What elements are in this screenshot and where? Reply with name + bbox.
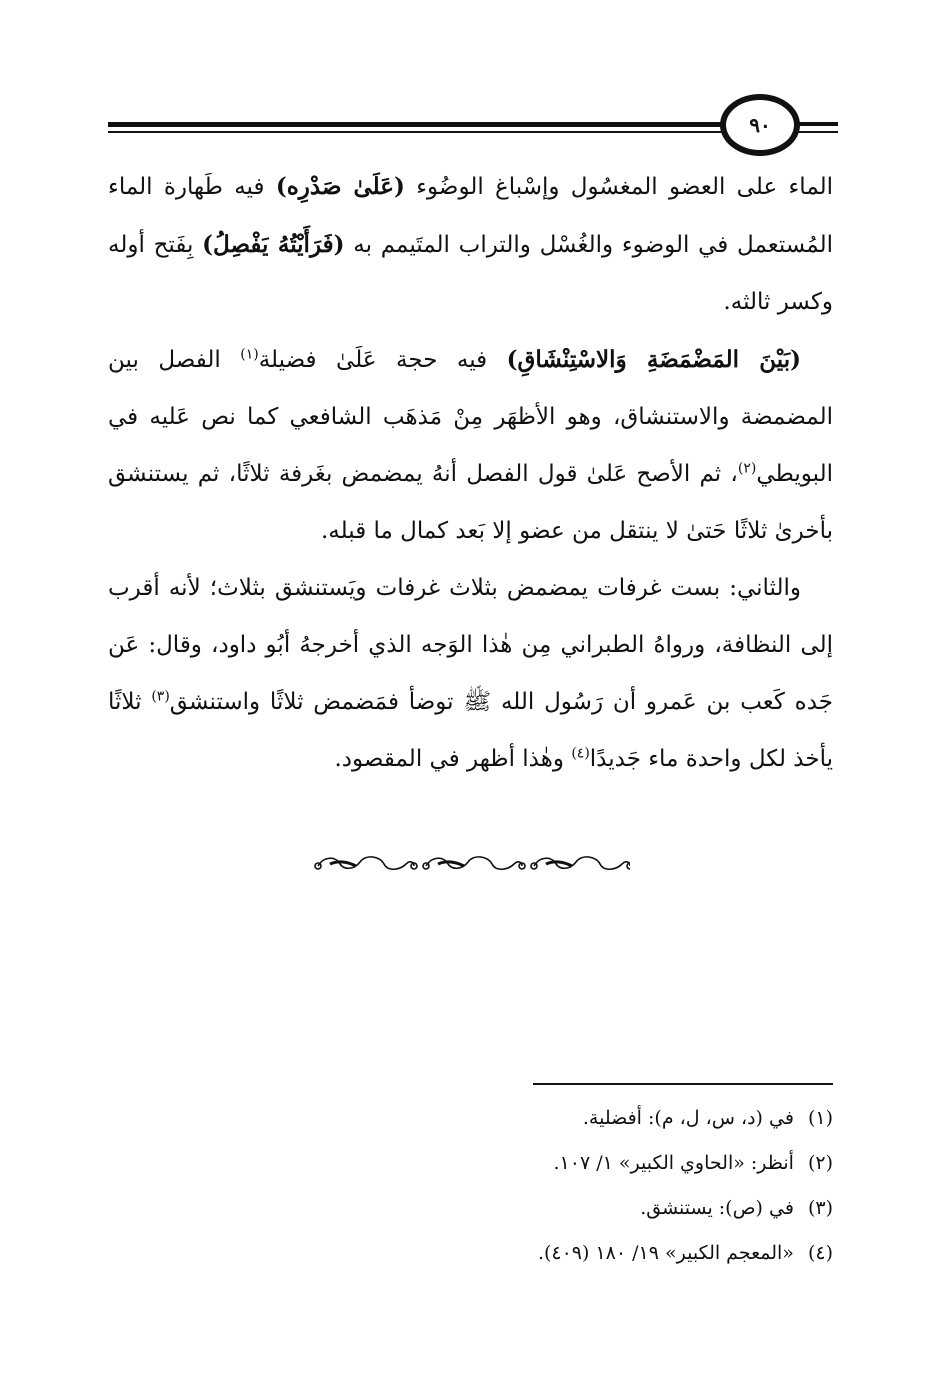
footnotes <box>300 1096 833 1276</box>
p1-quote-1: (عَلَىٰ صَدْرِه) <box>275 173 405 200</box>
footnote-ref-2[interactable]: (٢) <box>737 460 757 477</box>
footnote-ref-3[interactable]: (٣) <box>151 688 170 705</box>
p1-quote-2: (فَرَأَيْتُهُ يَفْصِلُ) <box>202 231 345 258</box>
p2-text-d: ، ثم الأصح عَلىٰ قول الفصل أنهُ يمضمض بغَرفة ثلاثًا، ثم يستنشق بأخرىٰ ثلاثًا حَتىٰ لا ينتقل من عضو إلا بَعد كمال ما قبله. <box>108 461 833 544</box>
footnote-number: (٣) <box>807 1197 833 1219</box>
footnote-ref-4[interactable]: (٤) <box>571 745 590 762</box>
footnote-number: (٢) <box>807 1152 833 1174</box>
page-number-badge <box>720 94 800 156</box>
main-text <box>108 158 833 788</box>
footnote-ref-1[interactable]: (١) <box>240 346 259 363</box>
footnote-4 <box>300 1231 833 1276</box>
p2-quote: (بَيْنَ المَضْمَضَةِ وَالاسْتِنْشَاقِ) <box>506 346 801 373</box>
footnote-separator <box>533 1083 833 1085</box>
p3-text-b: ثلاثًا يأخذ لكل واحدة ماء جَديدًا <box>108 689 833 772</box>
paragraph-2 <box>108 331 833 560</box>
p3-text-a: والثاني: بست غرفات يمضمض بثلاث غرفات ويَستنشق بثلاث؛ لأنه أقرب إلى النظافة، ورواهُ الطبراني مِن هٰذا الوَجه الذي أخرجهُ أبُو داود، وقال: عَن جَده كَعب بن عَمرو أن رَسُول الله ﷺ توضأ فمَضمض ثلاثًا واستنشق <box>108 575 833 715</box>
footnote-number: (١) <box>807 1107 833 1129</box>
page-header <box>108 96 838 166</box>
footnote-2 <box>300 1141 833 1186</box>
header-rule-right-thick <box>798 122 838 126</box>
p1-text-c: فيه طَهارة الماء المُستعمل في الوضوء والغُسْل والتراب المتَيمم به <box>108 174 833 258</box>
footnote-text: «المعجم الكبير» ١٩/ ١٨٠ (٤٠٩). <box>537 1242 794 1264</box>
section-ornament-icon <box>310 848 630 878</box>
p3-text-c: وهٰذا أظهر في المقصود. <box>334 746 572 772</box>
p2-text-c: الفصل بين المضمضة والاستنشاق، وهو الأظهَر مِنْ مَذهَب الشافعي كما نص عَليه في البويطي <box>108 347 833 487</box>
footnote-3 <box>300 1186 833 1231</box>
p2-text-b: فيه حجة عَلَىٰ فضيلة <box>258 347 507 373</box>
footnote-text: في (د، س، ل، م): أفضلية. <box>582 1107 794 1129</box>
footnote-1 <box>300 1096 833 1141</box>
page-number: ٩٠ <box>749 113 771 137</box>
footnote-text: أنظر: «الحاوي الكبير» ١/ ١٠٧. <box>553 1152 794 1174</box>
header-rule-thick <box>108 122 728 127</box>
paragraph-1 <box>108 158 833 331</box>
footnote-text: في (ص): يستنشق. <box>640 1197 794 1219</box>
paragraph-3 <box>108 560 833 788</box>
header-rule-thin <box>108 131 728 133</box>
p1-text-a: الماء على العضو المغسُول وإسْباغ الوضُوء <box>404 174 834 200</box>
footnote-number: (٤) <box>807 1242 833 1264</box>
header-rule-right-thin <box>798 131 838 133</box>
p1-text-e: بِفَتح أوله وكسر ثالثه. <box>108 232 833 315</box>
